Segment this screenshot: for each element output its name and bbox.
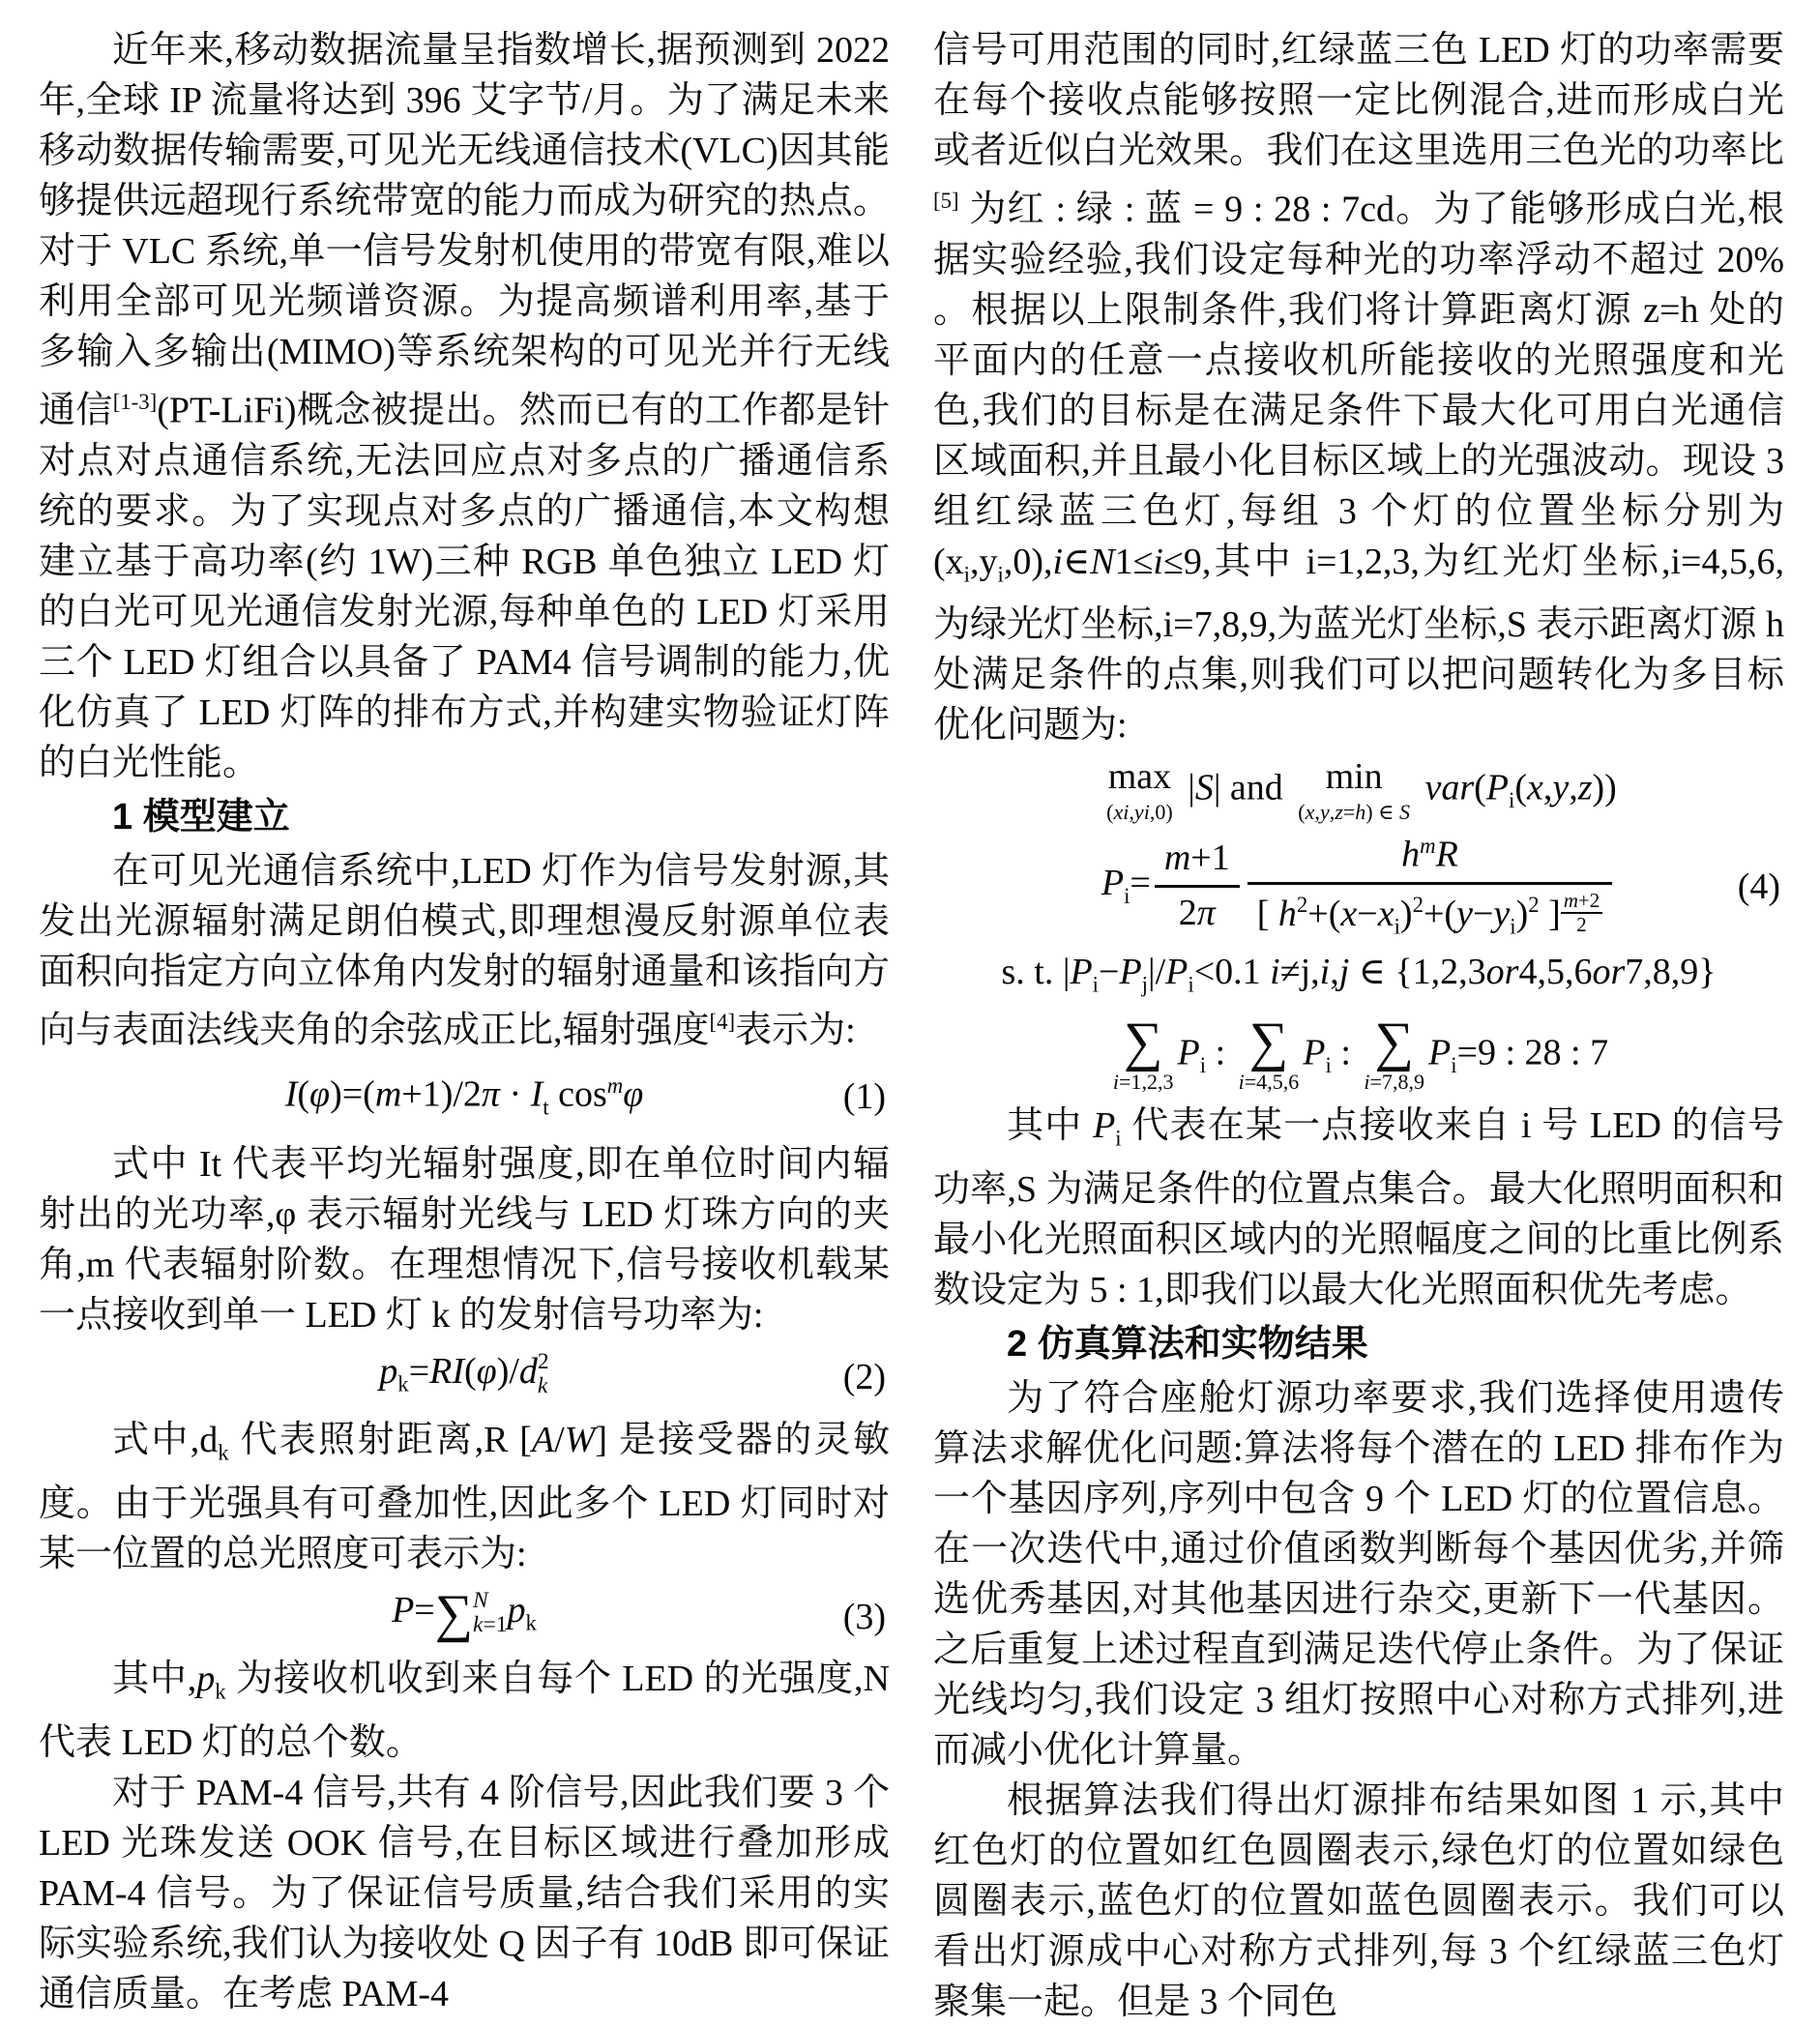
paragraph-intro: 近年来,移动数据流量呈指数增长,据预测到 2022 年,全球 IP 流量将达到 396 艾字节/月。为了满足未来移动数据传输需要,可见光无线通信技术(VLC)因其能够提供远超现行系统带宽的能力而成为研究的热点。对于 VLC 系统,单一信号发射机使用的带宽有限,难以利用全部可见光频谱资源。为提高频谱利用率,基于多输入多输出(MIMO)等系统架构的可见光并行无线通信[1-3](PT-LiFi)概念被提出。然而已有的工作都是针对点对点通信系统,无法回应点对多点的广播通信系统的要求。为了实现点对多点的广播通信,本文构想建立基于高功率(约 1W)三种 RGB 单色独立 LED 灯的白光可见光通信发射光源,每种单色的 LED 灯采用三个 LED 灯组合以具备了 PAM4 信号调制的能力,优化仿真了 LED 灯阵的排布方式,并构建实物验证灯阵的白光性能。 bbox=[39, 30, 890, 783]
equation-1 bbox=[39, 1061, 890, 1132]
equation-4-number: (4) bbox=[1737, 866, 1780, 907]
equation-4 bbox=[933, 832, 1784, 941]
right-column bbox=[933, 25, 1784, 2022]
section-heading-1: 1 模型建立 bbox=[112, 796, 290, 837]
paragraph-pam4: 对于 PAM-4 信号,共有 4 阶信号,因此我们要 3 个 LED 光珠发送 OOK 信号,在目标区域进行叠加形成 PAM-4 信号。为了保证信号质量,结合我们采用的实际实验系统,我们认为接收处 Q 因子有 10dB 即可保证通信质量。在考虑 PAM-4 bbox=[39, 1772, 890, 2014]
equation-power-ratio-body: ∑ i=1,2,3 $P_i$ : ∑ i=4,5,6 $P_i$ : ∑ i=7,8,9 $P_i=9$ : 28 : 7 bbox=[1112, 1011, 1609, 1094]
equation-3-number: (3) bbox=[842, 1596, 886, 1637]
paragraph-genetic-algorithm: 为了符合座舱灯源功率要求,我们选择使用遗传算法求解优化问题:算法将每个潜在的 LED 排布作为一个基因序列,序列中包含 9 个 LED 灯的位置信息。在一次迭代中,通过价值函数判断每个基因优劣,并筛选优秀基因,对其他基因进行杂交,更新下一代基因。之后重复上述过程直到满足迭代停止条件。为了保证光线均匀,我们设定 3 组灯按照中心对称方式排列,进而减小优化计算量。 bbox=[933, 1378, 1784, 1771]
paragraph-white-light: 信号可用范围的同时,红绿蓝三色 LED 灯的功率需要在每个接收点能够按照一定比例混合,进而形成白光或者近似白光效果。我们在这里选用三色光的功率比[5] 为红 : 绿 : 蓝 = 9 : 28 : 7cd。为了能够形成白光,根据实验经验,我们设定每种光的功率浮动不超过 20% 。根据以上限制条件,我们将计算距离灯源 z=h 处的平面内的任意一点接收机所能接收的光照强度和光色,我们的目标是在满足条件下最大化可用白光通信区域面积,并且最小化目标区域上的光强波动。现设 3 组红绿蓝三色灯,每组 3 个灯的位置坐标分别为$(x_i,y_i,0),i\in N1\le i\le 9$,其中 i=1,2,3,为红光灯坐标,i=4,5,6,为绿光灯坐标,i=7,8,9,为蓝光灯坐标,S 表示距离灯源 h 处满足条件的点集,则我们可以把问题转化为多目标优化问题为: bbox=[933, 30, 1784, 747]
equation-3 bbox=[39, 1585, 890, 1649]
equation-1-number: (1) bbox=[842, 1076, 886, 1118]
equation-2-body: $p_k=RI(\varphi)/d$ 2 k bbox=[379, 1349, 549, 1398]
equation-2 bbox=[39, 1346, 890, 1410]
paragraph-distance-sensitivity: 式中$,d_k$ 代表照射距离,R [A/W] 是接受器的灵敏度。由于光强具有可叠加性,因此多个 LED 灯同时对某一位置的总光照度可表示为: bbox=[39, 1420, 890, 1574]
paragraph-radiant-intensity: 式中 It 代表平均光辐射强度,即在单位时间内辐射出的光功率,φ 表示辐射光线与 LED 灯珠方向的夹角,m 代表辐射阶数。在理想情况下,信号接收机载某一点接收到单一 LED 灯 k 的发射信号功率为: bbox=[39, 1143, 890, 1336]
equation-2-number: (2) bbox=[842, 1357, 886, 1398]
equation-power-ratio bbox=[933, 1011, 1784, 1096]
paragraph-total-leds: 其中$,p_k$ 为接收机收到来自每个 LED 的光强度,N 代表 LED 灯的总个数。 bbox=[39, 1659, 890, 1763]
equation-3-body: P=∑ N k=1 $p_k$ bbox=[392, 1583, 537, 1643]
section-heading-2: 2 仿真算法和实物结果 bbox=[1007, 1324, 1368, 1365]
equation-objective-body: max (xi,yi,0) |S| and min (x,y,z=h) ∈ S $var(P_i(x,y,z))$ bbox=[1106, 756, 1617, 824]
equation-constraint-body: s. t. $|P_i-P_j|/P_i<0.1$ i≠j,i,j ∈ {1,2,3or4,5,6or7,8,9} bbox=[1001, 952, 1717, 997]
equation-1-body: $I(\varphi)=(m+1)/2\pi \cdot I_t$ $\cos^m\varphi$ bbox=[284, 1073, 644, 1120]
equation-objective bbox=[933, 756, 1784, 826]
left-column bbox=[39, 25, 890, 2014]
paragraph-weight-ratio: 其中 $P_i$ 代表在某一点接收来自 i 号 LED 的信号功率,S 为满足条件的位置点集合。最大化照明面积和最小化光照面积区域内的光照幅度之间的比重比例系数设定为 5 : 1,即我们以最大化光照面积优先考虑。 bbox=[933, 1105, 1784, 1310]
equation-4-body: $P_i=$ $\frac{m+1}{2\pi}$ $h^mR$ [ $h^2+(x-x_i)^2+(y-y_i)^2$ ] $\frac{m+2}{2}$ bbox=[1101, 832, 1616, 941]
paragraph-layout-result: 根据算法我们得出灯源排布结果如图 1 示,其中红色灯的位置如红色圆圈表示,绿色灯的位置如绿色圆圈表示,蓝色灯的位置如蓝色圆圈表示。我们可以看出灯源成中心对称方式排列,每 3 个红绿蓝三色灯聚集一起。但是 3 个同色 bbox=[933, 1780, 1784, 2022]
equation-constraint bbox=[933, 947, 1784, 1011]
paragraph-model: 在可见光通信系统中,LED 灯作为信号发射源,其发出光源辐射满足朗伯模式,即理想漫反射源单位表面积向指定方向立体角内发射的辐射通量和该指向方向与表面法线夹角的余弦成正比,辐射强度[4]表示为: bbox=[39, 850, 890, 1051]
